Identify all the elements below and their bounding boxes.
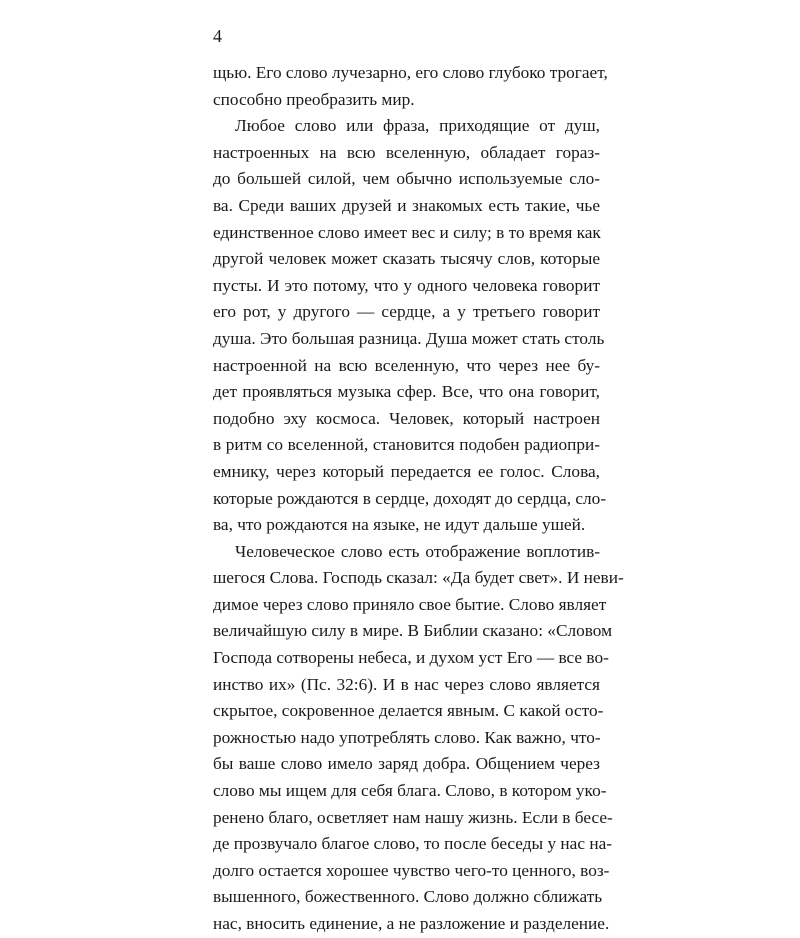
text-line: до большей силой, чем обычно используемые сло-	[213, 169, 600, 189]
text-line: настроенной на всю вселенную, что через нее бу-	[213, 355, 600, 375]
text-line: рожностью надо употреблять слово. Как важно, что-	[213, 727, 601, 747]
text-line: ва. Среди ваших друзей и знакомых есть такие, чье	[213, 195, 600, 215]
text-line: слово мы ищем для себя блага. Слово, в котором уко-	[213, 781, 607, 801]
text-line: бы ваше слово имело заряд добра. Общением через	[213, 754, 600, 774]
text-line: шегося Слова. Господь сказал: «Да будет свет». И неви-	[213, 568, 624, 588]
text-line: вышенного, божественного. Слово должно сближать	[213, 887, 603, 907]
text-line: в ритм со вселенной, становится подобен радиопри-	[213, 435, 600, 455]
text-line: ренено благо, осветляет нам нашу жизнь. Если в бесе-	[213, 807, 613, 827]
text-line: емнику, через который передается ее голос. Слова,	[213, 461, 600, 481]
text-line: способно преобразить мир.	[213, 89, 415, 109]
text-line: инство их» (Пс. 32:6). И в нас через слово является	[213, 674, 600, 694]
text-line: долго остается хорошее чувство чего-то ценного, воз-	[213, 860, 610, 880]
text-line: пусты. И это потому, что у одного человека говорит	[213, 275, 600, 295]
text-line: нас, вносить единение, а не разложение и разделение.	[213, 914, 610, 933]
text-line: другой человек может сказать тысячу слов, которые	[213, 249, 600, 269]
text-line: Любое слово или фраза, приходящие от душ,	[235, 116, 600, 136]
text-line: единственное слово имеет вес и силу; в то время как	[213, 222, 601, 242]
text-line: де прозвучало благое слово, то после беседы у нас на-	[213, 834, 613, 854]
text-line: Господа сотворены небеса, и духом уст Его — все во-	[213, 648, 609, 668]
text-line: его рот, у другого — сердце, а у третьего говорит	[213, 302, 600, 322]
text-line: димое через слово приняло свое бытие. Слово являет	[213, 594, 607, 614]
text-line: подобно эху космоса. Человек, который настроен	[213, 408, 600, 428]
text-line: которые рождаются в сердце, доходят до сердца, сло-	[213, 488, 607, 508]
text-line: скрытое, сокровенное делается явным. С какой осто-	[213, 701, 604, 721]
text-line: настроенных на всю вселенную, обладает гораз-	[213, 142, 600, 162]
text-line: дет проявляться музыка сфер. Все, что она говорит,	[213, 382, 600, 402]
text-line: щью. Его слово лучезарно, его слово глубоко трогает,	[213, 63, 608, 82]
body-text	[213, 60, 624, 938]
page-number: 4	[213, 26, 222, 46]
text-line: величайшую силу в мире. В Библии сказано: «Словом	[213, 621, 613, 641]
text-line: Человеческое слово есть отображение воплотив-	[235, 541, 600, 561]
text-line: душа. Это большая разница. Душа может стать столь	[213, 328, 605, 348]
text-line: ва, что рождаются на языке, не идут дальше ушей.	[213, 515, 586, 535]
